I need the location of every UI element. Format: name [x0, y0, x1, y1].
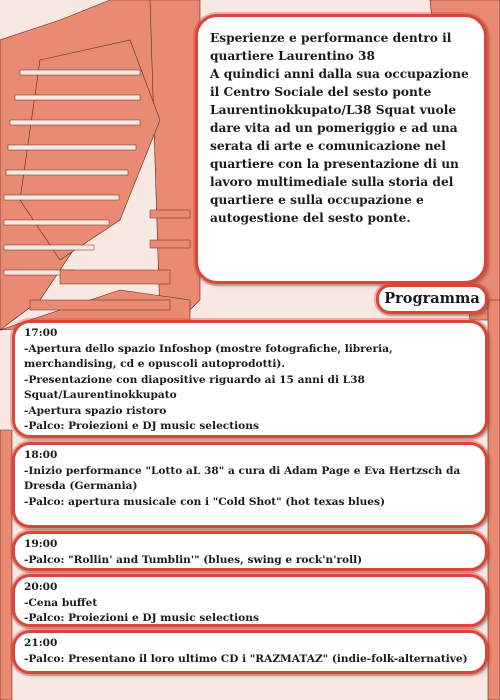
schedule-block-1700	[12, 320, 488, 438]
schedule-item: -Palco: Presentano il loro ultimo CD i "RAZMATAZ" (indie-folk-alternative)	[24, 652, 468, 665]
schedule-time: 19:00	[24, 538, 58, 550]
intro-panel	[195, 14, 487, 284]
schedule-block-2000	[12, 574, 488, 627]
schedule-item: -Palco: "Rollin' and Tumblin'" (blues, swing e rock'n'roll)	[24, 553, 363, 566]
schedule-item: -Apertura spazio ristoro	[24, 404, 167, 417]
schedule-time: 20:00	[24, 581, 58, 593]
schedule-block-2100	[12, 630, 488, 674]
schedule-time: 21:00	[24, 637, 58, 649]
schedule-time: 17:00	[24, 327, 58, 339]
schedule-item: -Palco: Proiezioni e DJ music selections	[24, 420, 259, 432]
schedule-block-1900	[12, 531, 488, 571]
schedule-item: -Palco: apertura musicale con i "Cold Shot" (hot texas blues)	[24, 495, 386, 508]
program-heading: Programma	[376, 284, 488, 314]
schedule-item: -Palco: Proiezioni e DJ music selections	[24, 612, 259, 624]
schedule-block-1800	[12, 442, 488, 528]
schedule-time: 18:00	[24, 449, 58, 461]
intro-body: A quindici anni dalla sua occupazione il Centro Sociale del sesto ponte Laurentinokkupato/L38 Squat vuole dare vita ad un pomeriggio e ad una serata di arte e comunicazione nel quartiere con la presentazione di un lavoro multimediale sulla storia del quartiere e sulla occupazione e autogestione del sesto ponte.	[210, 67, 469, 225]
schedule-item: -Cena buffet	[24, 596, 98, 609]
intro-title: Esperienze e performance dentro il quartiere Laurentino 38	[210, 31, 452, 63]
schedule-item: -Inizio performance "Lotto aL 38" a cura di Adam Page e Eva Hertzsch da Dresda (Germania)	[24, 464, 461, 492]
schedule-item: -Apertura dello spazio Infoshop (mostre fotografiche, libreria, merchandising, cd e opuscoli autoprodotti).	[24, 342, 393, 370]
schedule-item: -Presentazione con diapositive riguardo ai 15 anni di L38 Squat/Laurentinokkupato	[24, 373, 365, 401]
